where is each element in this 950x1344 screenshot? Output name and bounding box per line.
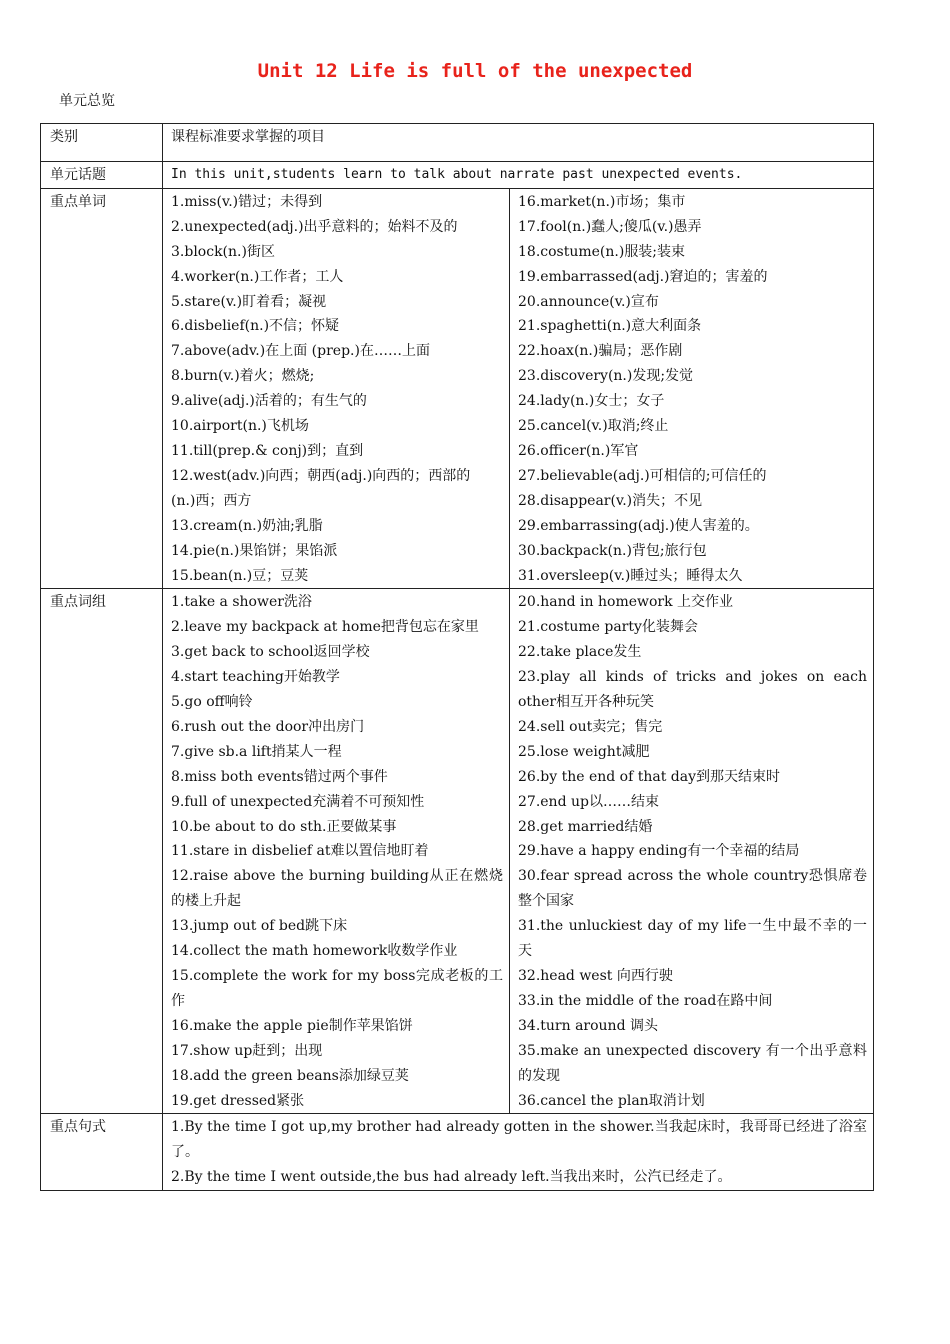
list-item: 36.cancel the plan取消计划: [518, 1092, 705, 1109]
list-item: 26.officer(n.)军官: [518, 442, 639, 459]
list-item: 7.above(adv.)在上面 (prep.)在……上面: [171, 343, 430, 360]
vocab-row: [41, 188, 874, 589]
list-item: 1.miss(v.)错过；未得到: [171, 193, 323, 210]
list-item: 27.believable(adj.)可相信的;可信任的: [518, 467, 767, 484]
vocab-left-cell: [163, 188, 510, 589]
list-item: 31.the unluckiest day of my life一生中最不幸的一天: [518, 918, 867, 960]
list-item: 17.fool(n.)蠢人;傻瓜(v.)愚弄: [518, 218, 702, 235]
list-item: 12.west(adv.)向西；朝西(adj.)向西的；西部的: [171, 467, 471, 484]
list-item: 7.give sb.a lift捎某人一程: [171, 743, 342, 760]
list-item: 19.get dressed紧张: [171, 1092, 305, 1109]
list-item: 1.take a shower洗浴: [171, 594, 312, 611]
list-item: 4.start teaching开始教学: [171, 669, 340, 686]
list-item: 10.airport(n.)飞机场: [171, 418, 309, 435]
vocab-right-cell: [510, 188, 874, 589]
list-item: 8.burn(v.)着火；燃烧;: [171, 368, 315, 385]
topic-category-cell: 单元话题: [41, 162, 163, 189]
list-item: 22.hoax(n.)骗局；恶作剧: [518, 343, 683, 360]
list-item: 34.turn around 调头: [518, 1017, 658, 1034]
phrases-right-cell: [510, 589, 874, 1114]
phrases-row: [41, 589, 874, 1114]
list-item: 32.head west 向西行驶: [518, 968, 673, 984]
list-item: 16.market(n.)市场；集市: [518, 193, 686, 210]
list-item: 27.end up以……结束: [518, 793, 659, 810]
list-item: 25.lose weight减肥: [518, 743, 650, 760]
vocab-category-cell: 重点单词: [41, 188, 163, 589]
list-item: 5.stare(v.)盯着看；凝视: [171, 293, 327, 310]
list-item: 6.disbelief(n.)不信；怀疑: [171, 318, 340, 335]
list-item: 13.cream(n.)奶油;乳脂: [171, 517, 323, 534]
list-item: 28.get married结婚: [518, 818, 653, 835]
header-category-cell: 类别: [41, 124, 163, 162]
list-item: 3.get back to school返回学校: [171, 644, 370, 661]
list-item: 5.go off响铃: [171, 694, 253, 711]
list-item: 2.By the time I went outside,the bus had already left.当我出来时，公汽已经走了。: [171, 1169, 732, 1186]
list-item: 30.backpack(n.)背包;旅行包: [518, 542, 707, 559]
list-item: 20.hand in homework 上交作业: [518, 594, 734, 611]
list-item: 21.spaghetti(n.)意大利面条: [518, 318, 702, 335]
list-item: 22.take place发生: [518, 644, 642, 661]
sentences-category-cell: 重点句式: [41, 1114, 163, 1191]
list-item: 35.make an unexpected discovery 有一个出乎意料的发现: [518, 1042, 867, 1084]
list-item: 23.discovery(n.)发现;发觉: [518, 368, 694, 385]
page-title: Unit 12 Life is full of the unexpected: [257, 60, 693, 82]
list-item: 24.lady(n.)女士；女子: [518, 393, 665, 410]
list-item: (n.)西；西方: [171, 492, 252, 509]
phrases-left-cell: [163, 589, 510, 1114]
topic-row: [41, 162, 874, 189]
list-item: 29.have a happy ending有一个幸福的结局: [518, 843, 800, 860]
list-item: 26.by the end of that day到那天结束时: [518, 768, 781, 785]
list-item: 21.costume party化装舞会: [518, 619, 698, 636]
list-item: 4.worker(n.)工作者；工人: [171, 268, 344, 285]
list-item: 20.announce(v.)宣布: [518, 293, 659, 310]
list-item: 8.miss both events错过两个事件: [171, 768, 388, 785]
list-item: 3.block(n.)街区: [171, 243, 275, 260]
list-item: 10.be about to do sth.正要做某事: [171, 818, 397, 835]
list-item: 30.fear spread across the whole country恐惧席卷整个国家: [518, 868, 867, 910]
list-item: 14.collect the math homework收数学作业: [171, 943, 458, 960]
list-item: 15.complete the work for my boss完成老板的工作: [171, 968, 503, 1009]
list-item: 13.jump out of bed跳下床: [171, 918, 348, 935]
list-item: 18.add the green beans添加绿豆荚: [171, 1067, 409, 1084]
list-item: 19.embarrassed(adj.)窘迫的；害羞的: [518, 268, 768, 285]
list-item: 2.unexpected(adj.)出乎意料的；始料不及的: [171, 218, 458, 235]
list-item: 24.sell out卖完；售完: [518, 718, 663, 735]
list-item: 33.in the middle of the road在路中间: [518, 992, 773, 1009]
unit-overview-table: [40, 123, 874, 1191]
phrases-category-cell: 重点词组: [41, 589, 163, 1114]
list-item: 2.leave my backpack at home把背包忘在家里: [171, 619, 479, 636]
list-item: 17.show up赶到；出现: [171, 1042, 323, 1059]
list-item: 25.cancel(v.)取消;终止: [518, 418, 669, 435]
list-item: 14.pie(n.)果馅饼；果馅派: [171, 542, 338, 559]
list-item: 12.raise above the burning building从正在燃烧的楼上升起: [171, 868, 503, 910]
header-content-cell: 课程标准要求掌握的项目: [163, 124, 874, 162]
list-item: 11.till(prep.& conj)到；直到: [171, 442, 364, 459]
list-item: 1.By the time I got up,my brother had already gotten in the shower.当我起床时，我哥哥已经进了浴室了。: [171, 1119, 867, 1161]
section-subtitle: 单元总览: [59, 93, 115, 109]
list-item: 9.full of unexpected充满着不可预知性: [171, 793, 425, 810]
list-item: 9.alive(adj.)活着的；有生气的: [171, 393, 367, 410]
sentences-content-cell: [163, 1114, 874, 1191]
list-item: 31.oversleep(v.)睡过头；睡得太久: [518, 567, 743, 584]
list-item: 28.disappear(v.)消失；不见: [518, 492, 703, 509]
list-item: 23.play all kinds of tricks and jokes on each other相互开各种玩笑: [518, 669, 867, 711]
list-item: 11.stare in disbelief at难以置信地盯着: [171, 843, 429, 860]
topic-content-cell: In this unit,students learn to talk about narrate past unexpected events.: [163, 162, 874, 189]
list-item: 18.costume(n.)服装;装束: [518, 243, 686, 260]
list-item: 16.make the apple pie制作苹果馅饼: [171, 1017, 413, 1034]
sentences-row: [41, 1114, 874, 1191]
list-item: 29.embarrassing(adj.)使人害羞的。: [518, 517, 759, 534]
list-item: 15.bean(n.)豆；豆荚: [171, 567, 309, 584]
list-item: 6.rush out the door冲出房门: [171, 718, 365, 735]
header-row: [41, 124, 874, 162]
